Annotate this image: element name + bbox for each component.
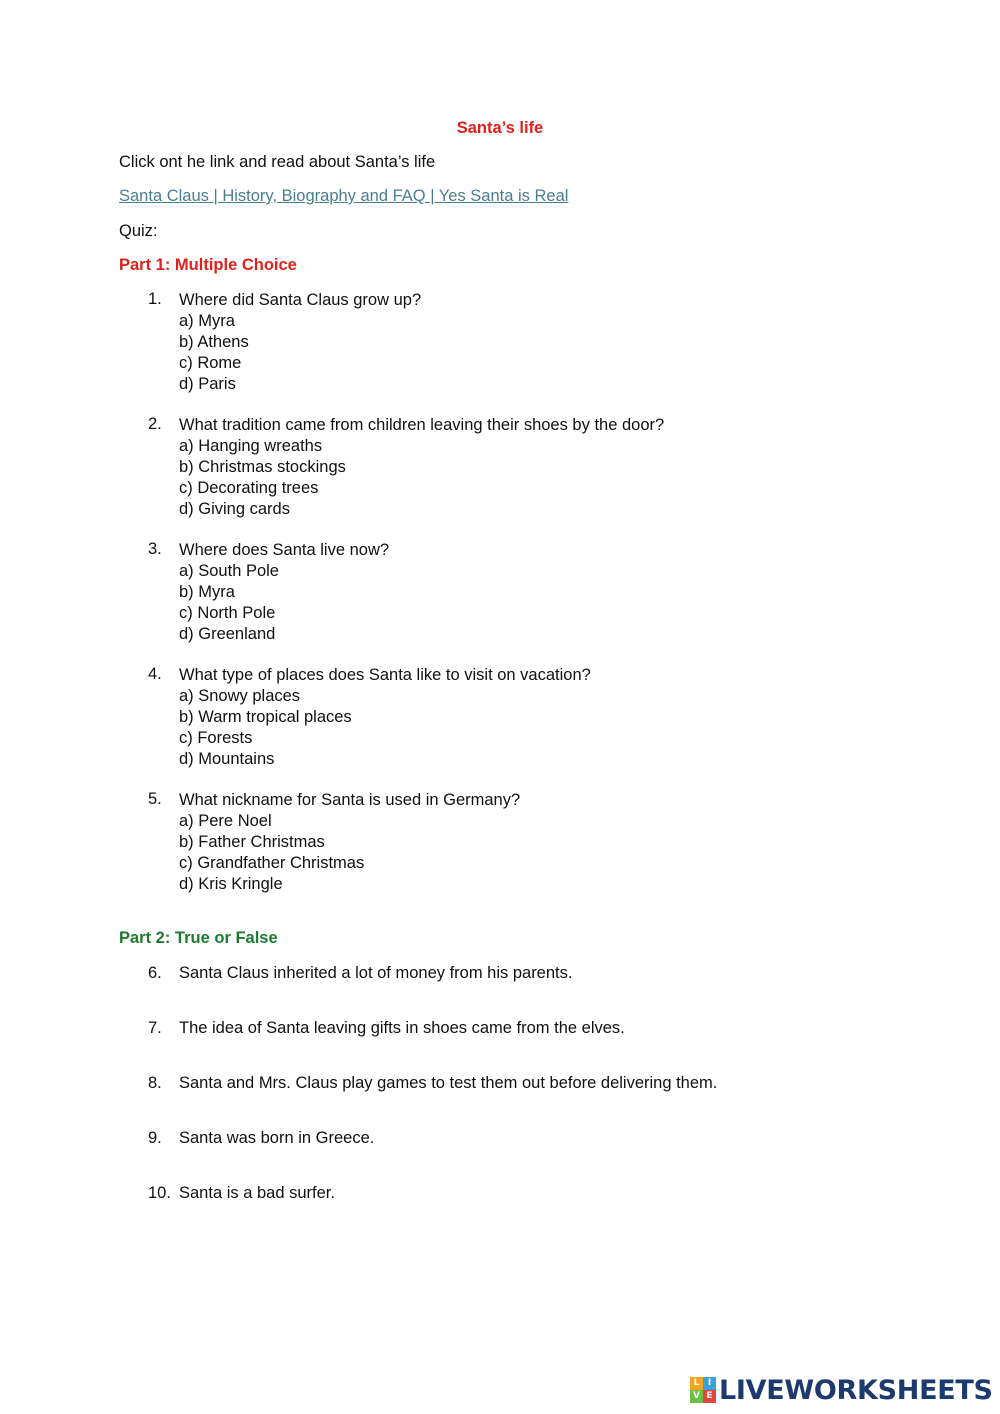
option-a: a) Myra bbox=[179, 312, 235, 330]
option-b: b) Athens bbox=[179, 333, 249, 351]
liveworksheets-logo[interactable] bbox=[690, 1374, 993, 1406]
statement-number: 6. bbox=[148, 964, 162, 982]
option-a: a) Snowy places bbox=[179, 687, 301, 705]
question-number: 1. bbox=[148, 290, 162, 308]
statement-9 bbox=[148, 1128, 848, 1149]
statement-number: 9. bbox=[148, 1129, 162, 1147]
question-text: Where did Santa Claus grow up? bbox=[179, 291, 422, 309]
option-b: b) Father Christmas bbox=[179, 833, 325, 851]
option-d: d) Paris bbox=[179, 375, 236, 393]
part2-heading: Part 2: True or False bbox=[119, 929, 278, 947]
question-text: Where does Santa live now? bbox=[179, 541, 390, 559]
option-b: b) Myra bbox=[179, 583, 235, 601]
page-title: Santa’s life bbox=[456, 119, 544, 137]
santa-claus-link[interactable]: Santa Claus | History, Biography and FAQ | Yes Santa is Real bbox=[119, 187, 569, 205]
option-d: d) Mountains bbox=[179, 750, 275, 768]
option-d: d) Greenland bbox=[179, 625, 276, 643]
question-text: What nickname for Santa is used in Germany? bbox=[179, 791, 521, 809]
option-c: c) North Pole bbox=[179, 604, 276, 622]
statement-8 bbox=[148, 1073, 848, 1094]
option-c: c) Forests bbox=[179, 729, 253, 747]
statement-number: 7. bbox=[148, 1019, 162, 1037]
quiz-label: Quiz: bbox=[119, 222, 158, 240]
statement-10 bbox=[148, 1183, 848, 1204]
question-number: 4. bbox=[148, 665, 162, 683]
statement-text: Santa is a bad surfer. bbox=[179, 1184, 335, 1202]
option-c: c) Decorating trees bbox=[179, 479, 319, 497]
statement-6 bbox=[148, 963, 848, 984]
question-text: What type of places does Santa like to visit on vacation? bbox=[179, 666, 591, 684]
statement-text: Santa and Mrs. Claus play games to test them out before delivering them. bbox=[179, 1074, 718, 1092]
question-number: 2. bbox=[148, 415, 162, 433]
option-c: c) Grandfather Christmas bbox=[179, 854, 365, 872]
statement-text: Santa was born in Greece. bbox=[179, 1129, 375, 1147]
liveworksheets-logo-text: LIVEWORKSHEETS bbox=[719, 1374, 993, 1406]
option-b: b) Warm tropical places bbox=[179, 708, 352, 726]
statement-number: 8. bbox=[148, 1074, 162, 1092]
option-a: a) Pere Noel bbox=[179, 812, 272, 830]
question-text: What tradition came from children leaving their shoes by the door? bbox=[179, 416, 665, 434]
statement-text: Santa Claus inherited a lot of money from his parents. bbox=[179, 964, 573, 982]
question-number: 5. bbox=[148, 790, 162, 808]
statement-number: 10. bbox=[148, 1184, 171, 1202]
question-number: 3. bbox=[148, 540, 162, 558]
option-a: a) South Pole bbox=[179, 562, 279, 580]
option-d: d) Giving cards bbox=[179, 500, 290, 518]
statement-7 bbox=[148, 1018, 848, 1039]
intro-text: Click ont he link and read about Santa’s life bbox=[119, 153, 436, 171]
statement-text: The idea of Santa leaving gifts in shoes came from the elves. bbox=[179, 1019, 625, 1037]
part1-heading: Part 1: Multiple Choice bbox=[119, 256, 297, 274]
option-b: b) Christmas stockings bbox=[179, 458, 346, 476]
liveworksheets-logo-icon: L I V E bbox=[690, 1377, 716, 1403]
option-a: a) Hanging wreaths bbox=[179, 437, 323, 455]
option-d: d) Kris Kringle bbox=[179, 875, 283, 893]
option-c: c) Rome bbox=[179, 354, 242, 372]
